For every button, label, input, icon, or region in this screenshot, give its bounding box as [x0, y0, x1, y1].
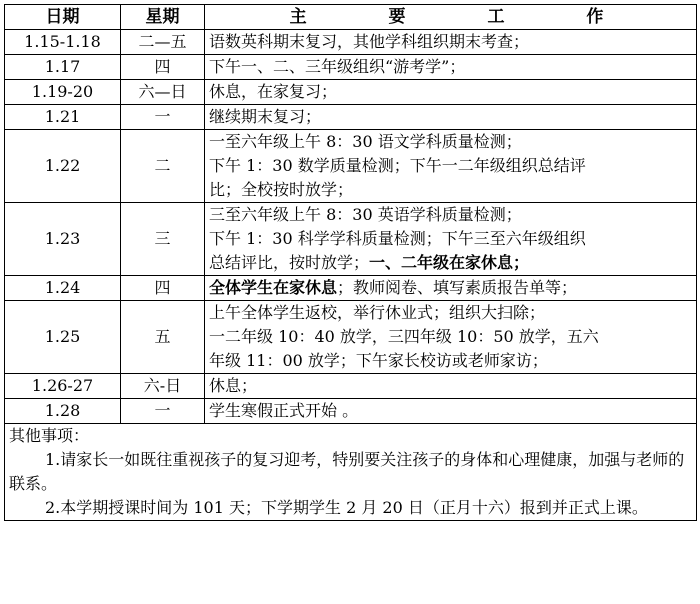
row-work: [205, 399, 697, 424]
work-line: 下午一、二、三年级组织“游考学”；: [209, 57, 466, 76]
schedule-table: [4, 4, 697, 521]
row-date: 1.15-1.18: [5, 30, 121, 55]
row-date: 1.22: [5, 130, 121, 203]
row-date: 1.28: [5, 399, 121, 424]
bold-notice: 全体学生在家休息: [209, 278, 338, 297]
header-row: [5, 5, 697, 30]
work-line: 年级 11：00 放学；下午家长校访或老师家访；: [209, 351, 548, 370]
row-day: 二: [121, 130, 205, 203]
row-day: 五: [121, 301, 205, 374]
row-date: 1.19-20: [5, 80, 121, 105]
row-day: 三: [121, 203, 205, 276]
table-row: [5, 203, 697, 276]
row-date: 1.23: [5, 203, 121, 276]
work-line: 休息，在家复习；: [209, 82, 338, 101]
work-line-with-bold: [209, 251, 692, 275]
work-text: 总结评比，按时放学；: [209, 253, 370, 272]
row-date: 1.24: [5, 276, 121, 301]
work-line: 下午 1：30 科学学科质量检测；下午三至六年级组织: [209, 229, 586, 248]
row-day: 六-日: [121, 374, 205, 399]
row-work: [205, 30, 697, 55]
table-row: [5, 30, 697, 55]
table-row: [5, 301, 697, 374]
table-row: [5, 105, 697, 130]
row-work: [205, 55, 697, 80]
note-item: 1.请家长一如既往重视孩子的复习迎考，特别要关注孩子的身体和心理健康，加强与老师的联系。: [9, 450, 685, 493]
table-row: [5, 80, 697, 105]
row-work: [205, 374, 697, 399]
row-work: [205, 80, 697, 105]
bold-notice: 一、二年级在家休息；: [369, 253, 530, 272]
work-line-with-bold: [209, 276, 692, 300]
row-day: 一: [121, 105, 205, 130]
work-line: 下午 1：30 数学质量检测；下午一二年级组织总结评: [209, 156, 586, 175]
row-work: [205, 276, 697, 301]
notes-cell: [5, 424, 697, 521]
work-line: 语数英科期末复习，其他学科组织期末考查；: [209, 32, 530, 51]
work-line: 一二年级 10：40 放学，三四年级 10：50 放学，五六: [209, 327, 599, 346]
table-row: [5, 130, 697, 203]
row-date: 1.26-27: [5, 374, 121, 399]
row-day: 六—日: [121, 80, 205, 105]
header-main-work: 主 要 工 作: [205, 5, 697, 30]
work-text: ；教师阅卷、填写素质报告单等；: [337, 278, 578, 297]
row-day: 四: [121, 55, 205, 80]
row-work: [205, 203, 697, 276]
row-date: 1.21: [5, 105, 121, 130]
notes-title: 其他事项：: [9, 426, 90, 445]
row-work: [205, 130, 697, 203]
row-work: [205, 105, 697, 130]
row-date: 1.25: [5, 301, 121, 374]
row-work: [205, 301, 697, 374]
work-line: 继续期末复习；: [209, 107, 322, 126]
table-row: [5, 276, 697, 301]
table-row: [5, 374, 697, 399]
work-line: 休息；: [209, 376, 258, 395]
work-line: 三至六年级上午 8：30 英语学科质量检测；: [209, 205, 522, 224]
header-date: 日期: [5, 5, 121, 30]
note-item: 2.本学期授课时间为 101 天；下学期学生 2 月 20 日（正月十六）报到并正式上课。: [45, 498, 648, 517]
work-line: 学生寒假正式开始 。: [209, 401, 359, 420]
notes-row: [5, 424, 697, 521]
row-day: 二—五: [121, 30, 205, 55]
work-line: 上午全体学生返校，举行休业式；组织大扫除；: [209, 303, 546, 322]
table-row: [5, 55, 697, 80]
row-day: 一: [121, 399, 205, 424]
header-day: 星期: [121, 5, 205, 30]
table-row: [5, 399, 697, 424]
row-day: 四: [121, 276, 205, 301]
work-line: 一至六年级上午 8：30 语文学科质量检测；: [209, 132, 522, 151]
row-date: 1.17: [5, 55, 121, 80]
work-line: 比；全校按时放学；: [209, 180, 354, 199]
